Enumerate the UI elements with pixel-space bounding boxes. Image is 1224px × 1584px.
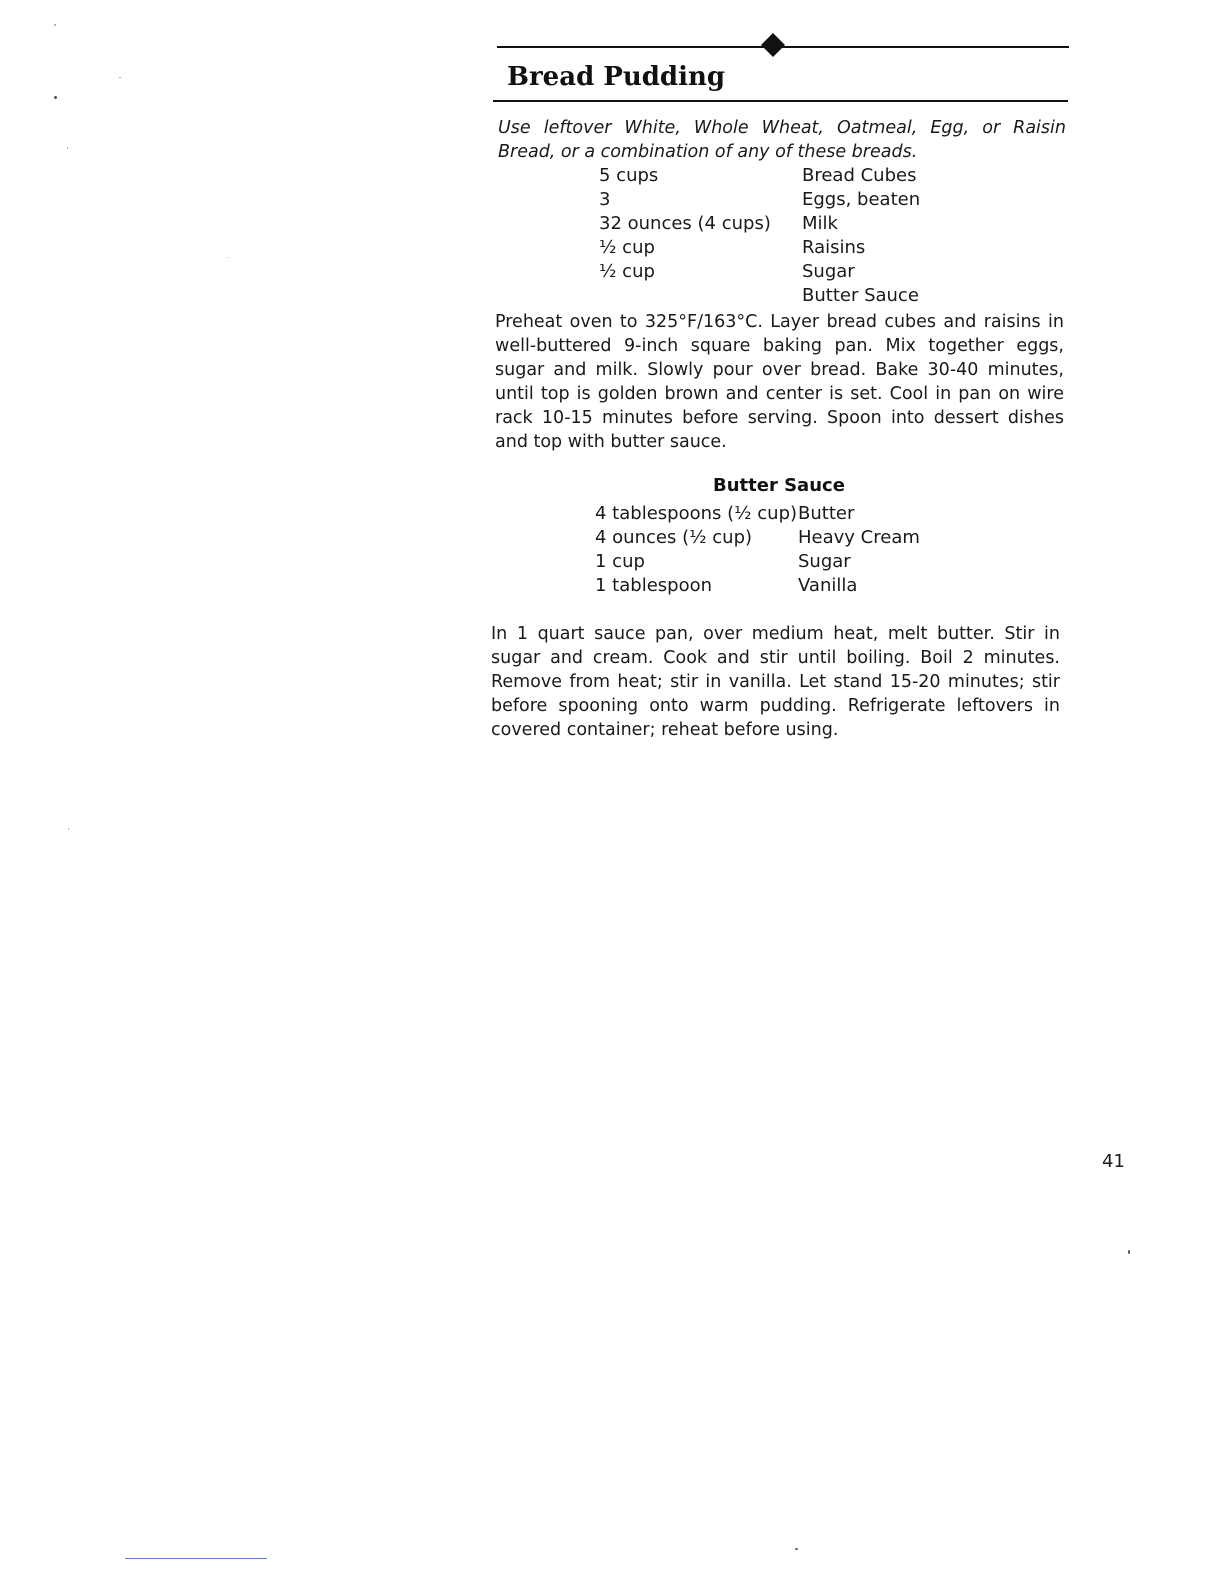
ingredient-name: Eggs, beaten: [802, 189, 921, 210]
recipe-intro: Use leftover White, Whole Wheat, Oatmeal, Egg, or Raisin Bread, or a combination of any of these breads.: [498, 118, 1066, 162]
ingredient-quantity: 4 tablespoons (½ cup): [595, 503, 798, 524]
scan-speck: [68, 828, 69, 830]
scan-speck: [54, 24, 56, 26]
ingredient-quantity: 5 cups: [599, 165, 659, 186]
ingredient-name: Butter: [798, 503, 855, 524]
footer-rule: [125, 1558, 267, 1559]
ingredient-row: [595, 502, 920, 526]
ingredient-quantity: [599, 284, 802, 308]
title-bottom-rule: [493, 100, 1068, 102]
diamond-icon: [761, 33, 785, 57]
ingredient-name: Milk: [802, 213, 838, 234]
ingredient-row: [599, 260, 920, 284]
sauce-title: Butter Sauce: [713, 475, 845, 496]
scan-speck: [228, 257, 229, 258]
ingredient-name: Sugar: [798, 551, 851, 572]
scan-speck: [119, 77, 121, 78]
recipe-ingredient-list: [599, 164, 920, 308]
recipe-directions: Preheat oven to 325°F/163°C. Layer bread cubes and raisins in well-buttered 9-inch square baking pan. Mix together eggs, sugar and milk. Slowly pour over bread. Bake 30-40 minutes, until top is golden brown and center is set. Cool in pan on wire rack 10-15 minutes before serving. Spoon into dessert dishes and top with butter sauce.: [495, 312, 1064, 452]
ingredient-row: [599, 236, 920, 260]
ingredient-quantity: 3: [599, 189, 611, 210]
sauce-ingredient-list: [595, 502, 920, 598]
ingredient-name: Heavy Cream: [798, 527, 920, 548]
ingredient-row: [595, 550, 920, 574]
ingredient-quantity: ½ cup: [599, 237, 655, 258]
ingredient-quantity: ½ cup: [599, 261, 655, 282]
scan-speck: [1128, 1250, 1130, 1254]
ingredient-row: [595, 526, 920, 550]
ingredient-name: Raisins: [802, 237, 866, 258]
ingredient-row: [595, 574, 920, 598]
ingredient-quantity: 32 ounces (4 cups): [599, 213, 771, 234]
scan-speck: [67, 147, 68, 149]
page-number: 41: [1102, 1151, 1125, 1172]
scan-speck: [795, 1548, 798, 1550]
ingredient-row: [599, 284, 920, 308]
ingredient-quantity: 4 ounces (½ cup): [595, 527, 753, 548]
ingredient-name: Sugar: [802, 261, 855, 282]
ingredient-quantity: 1 cup: [595, 551, 645, 572]
ingredient-row: [599, 212, 920, 236]
ingredient-quantity: 1 tablespoon: [595, 575, 712, 596]
ingredient-name: Butter Sauce: [802, 285, 919, 306]
sauce-directions: In 1 quart sauce pan, over medium heat, melt butter. Stir in sugar and cream. Cook and stir until boiling. Boil 2 minutes. Remove from heat; stir in vanilla. Let stand 15-20 minutes; stir before spooning onto warm pudding. Refrigerate leftovers in covered container; reheat before using.: [491, 624, 1060, 740]
ingredient-row: [599, 188, 920, 212]
recipe-title: Bread Pudding: [507, 62, 726, 92]
scan-speck: [54, 96, 57, 99]
ingredient-name: Bread Cubes: [802, 165, 917, 186]
ingredient-row: [599, 164, 920, 188]
ingredient-name: Vanilla: [798, 575, 858, 596]
